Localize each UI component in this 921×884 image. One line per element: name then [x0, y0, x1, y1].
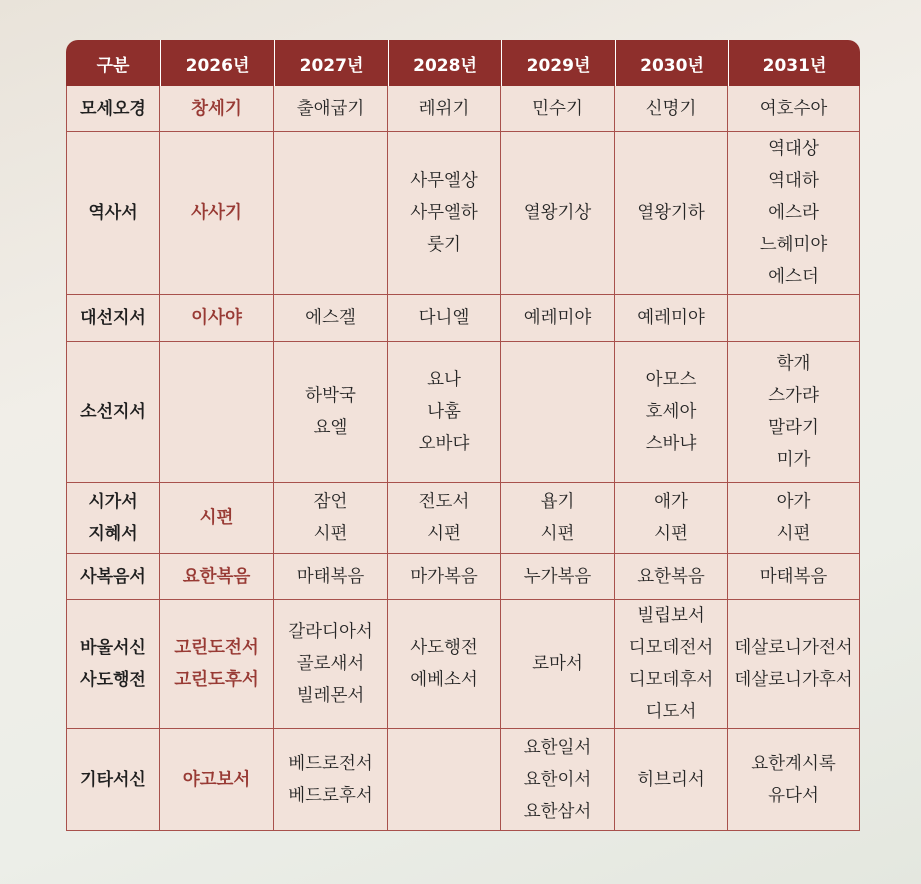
- book-name: 스가랴: [768, 386, 819, 406]
- book-name: 에스겔: [305, 308, 356, 328]
- book-name: 하박국: [305, 386, 356, 406]
- book-name: 창세기: [191, 98, 242, 119]
- schedule-cell: [615, 132, 728, 295]
- schedule-cell: [728, 729, 860, 831]
- schedule-cell: [388, 600, 501, 729]
- book-name: 에스더: [768, 267, 819, 287]
- book-name: 다니엘: [418, 308, 470, 328]
- table-row: [66, 729, 860, 831]
- book-name: 예레미야: [637, 308, 705, 328]
- schedule-cell: [501, 295, 615, 342]
- category-label: 사도행전: [80, 670, 146, 690]
- book-name: 애가: [654, 492, 688, 512]
- table-row: [66, 554, 860, 600]
- row-category-cell: [66, 295, 160, 342]
- schedule-cell: [160, 600, 274, 729]
- book-name: 전도서: [418, 492, 470, 512]
- schedule-cell: [501, 483, 615, 554]
- book-name: 요나: [427, 370, 461, 390]
- book-name: 요엘: [313, 418, 348, 438]
- book-name: 데살로니가후서: [734, 670, 853, 690]
- table-row: [66, 132, 860, 295]
- book-name: 아가: [776, 492, 811, 512]
- category-label: 지혜서: [88, 524, 138, 544]
- row-category-cell: [66, 483, 160, 554]
- schedule-cell: [274, 342, 388, 483]
- book-name: 누가복음: [523, 566, 592, 587]
- schedule-cell: [615, 729, 728, 831]
- schedule-cell: [615, 554, 728, 600]
- category-label: 사복음서: [80, 566, 146, 587]
- row-category-cell: [66, 554, 160, 600]
- book-name: 시편: [427, 524, 461, 544]
- table-row: [66, 86, 860, 132]
- book-name: 말라기: [768, 418, 819, 438]
- book-name: 역대상: [768, 139, 819, 159]
- schedule-cell: [388, 483, 501, 554]
- book-name: 호세아: [645, 402, 697, 422]
- category-label: 시가서: [88, 492, 138, 512]
- book-name: 베드로전서: [288, 753, 373, 774]
- schedule-cell: [615, 295, 728, 342]
- book-name: 미가: [776, 450, 811, 470]
- book-name: 룻기: [427, 235, 461, 255]
- book-name: 느헤미야: [759, 235, 828, 255]
- book-name: 에베소서: [410, 670, 478, 690]
- row-category-cell: [66, 132, 160, 295]
- book-name: 잠언: [313, 492, 348, 512]
- book-name: 고린도전서: [174, 638, 259, 658]
- schedule-cell: [728, 132, 860, 295]
- book-name: 요한이서: [523, 769, 592, 790]
- header-year-2027: 2027년: [274, 40, 388, 86]
- category-label: 기타서신: [80, 769, 146, 790]
- book-name: 요한삼서: [523, 801, 592, 822]
- book-name: 요한복음: [182, 566, 251, 587]
- schedule-cell: [615, 483, 728, 554]
- book-name: 디모데후서: [628, 670, 714, 690]
- book-name: 이사야: [191, 308, 242, 328]
- category-label: 바울서신: [80, 638, 146, 658]
- book-name: 빌레몬서: [296, 686, 365, 706]
- schedule-cell: [728, 554, 860, 600]
- book-name: 시편: [540, 524, 575, 544]
- book-name: 사사기: [191, 203, 242, 223]
- book-name: 사무엘상: [410, 171, 478, 191]
- bible-reading-plan-table: [66, 40, 860, 831]
- book-name: 마태복음: [296, 566, 365, 587]
- book-name: 빌립보서: [637, 606, 705, 626]
- book-name: 골로새서: [296, 654, 365, 674]
- schedule-cell: [501, 600, 615, 729]
- category-label: 역사서: [88, 203, 138, 223]
- schedule-cell: [501, 342, 615, 483]
- schedule-cell: [274, 554, 388, 600]
- schedule-cell: [160, 342, 274, 483]
- book-name: 여호수아: [759, 98, 828, 119]
- book-name: 열왕기하: [637, 203, 705, 223]
- book-name: 에스라: [768, 203, 819, 223]
- schedule-cell: [615, 600, 728, 729]
- category-label: 대선지서: [80, 308, 146, 328]
- schedule-cell: [388, 729, 501, 831]
- schedule-cell: [728, 295, 860, 342]
- book-name: 요한일서: [523, 737, 592, 758]
- header-row: [66, 40, 860, 86]
- book-name: 스바냐: [645, 434, 697, 454]
- schedule-cell: [274, 483, 388, 554]
- book-name: 예레미야: [523, 308, 592, 328]
- schedule-cell: [274, 729, 388, 831]
- book-name: 야고보서: [182, 769, 251, 790]
- book-name: 요한계시록: [751, 753, 836, 774]
- header-year-2030: 2030년: [615, 40, 728, 86]
- book-name: 사도행전: [410, 638, 478, 658]
- book-name: 마태복음: [759, 566, 828, 587]
- header-category: 구분: [66, 40, 160, 86]
- schedule-cell: [728, 600, 860, 729]
- book-name: 갈라디아서: [288, 622, 373, 642]
- schedule-cell: [274, 295, 388, 342]
- book-name: 시편: [199, 508, 234, 528]
- schedule-cell: [388, 132, 501, 295]
- schedule-cell: [728, 86, 860, 132]
- book-name: 레위기: [418, 98, 470, 119]
- book-name: 고린도후서: [174, 670, 259, 690]
- schedule-cell: [388, 342, 501, 483]
- category-label: 모세오경: [80, 98, 146, 119]
- schedule-cell: [160, 554, 274, 600]
- book-name: 마가복음: [410, 566, 478, 587]
- book-name: 시편: [776, 524, 811, 544]
- book-name: 열왕기상: [523, 203, 592, 223]
- book-name: 데살로니가전서: [734, 638, 853, 658]
- book-name: 시편: [654, 524, 688, 544]
- row-category-cell: [66, 86, 160, 132]
- schedule-cell: [274, 132, 388, 295]
- book-name: 민수기: [532, 98, 583, 119]
- row-category-cell: [66, 600, 160, 729]
- table-row: [66, 342, 860, 483]
- schedule-cell: [274, 86, 388, 132]
- schedule-cell: [160, 86, 274, 132]
- table-row: [66, 483, 860, 554]
- schedule-cell: [388, 86, 501, 132]
- schedule-cell: [160, 132, 274, 295]
- header-year-2029: 2029년: [501, 40, 615, 86]
- book-name: 히브리서: [637, 769, 705, 790]
- schedule-cell: [501, 132, 615, 295]
- book-name: 신명기: [645, 98, 697, 119]
- book-name: 디모데전서: [628, 638, 714, 658]
- schedule-cell: [501, 554, 615, 600]
- book-name: 역대하: [768, 171, 819, 191]
- book-name: 베드로후서: [288, 785, 373, 806]
- schedule-cell: [274, 600, 388, 729]
- book-name: 아모스: [645, 370, 697, 390]
- schedule-cell: [160, 295, 274, 342]
- schedule-cell: [728, 483, 860, 554]
- reading-schedule-table: [66, 40, 860, 831]
- schedule-cell: [388, 295, 501, 342]
- table-row: [66, 295, 860, 342]
- book-name: 오바댜: [418, 434, 470, 454]
- table-row: [66, 600, 860, 729]
- book-name: 디도서: [645, 702, 697, 722]
- book-name: 시편: [313, 524, 348, 544]
- book-name: 학개: [776, 354, 811, 374]
- category-label: 소선지서: [80, 402, 146, 422]
- schedule-cell: [160, 729, 274, 831]
- header-year-2026: 2026년: [160, 40, 274, 86]
- schedule-cell: [388, 554, 501, 600]
- table-body: [66, 86, 860, 831]
- schedule-cell: [615, 86, 728, 132]
- book-name: 로마서: [532, 654, 583, 674]
- book-name: 나훔: [427, 402, 461, 422]
- book-name: 사무엘하: [410, 203, 478, 223]
- header-year-2031: 2031년: [728, 40, 860, 86]
- schedule-cell: [728, 342, 860, 483]
- row-category-cell: [66, 729, 160, 831]
- schedule-cell: [615, 342, 728, 483]
- schedule-cell: [501, 729, 615, 831]
- schedule-cell: [160, 483, 274, 554]
- row-category-cell: [66, 342, 160, 483]
- book-name: 욥기: [540, 492, 575, 512]
- book-name: 출애굽기: [296, 98, 365, 119]
- book-name: 요한복음: [637, 566, 705, 587]
- header-year-2028: 2028년: [388, 40, 501, 86]
- schedule-cell: [501, 86, 615, 132]
- book-name: 유다서: [768, 785, 819, 806]
